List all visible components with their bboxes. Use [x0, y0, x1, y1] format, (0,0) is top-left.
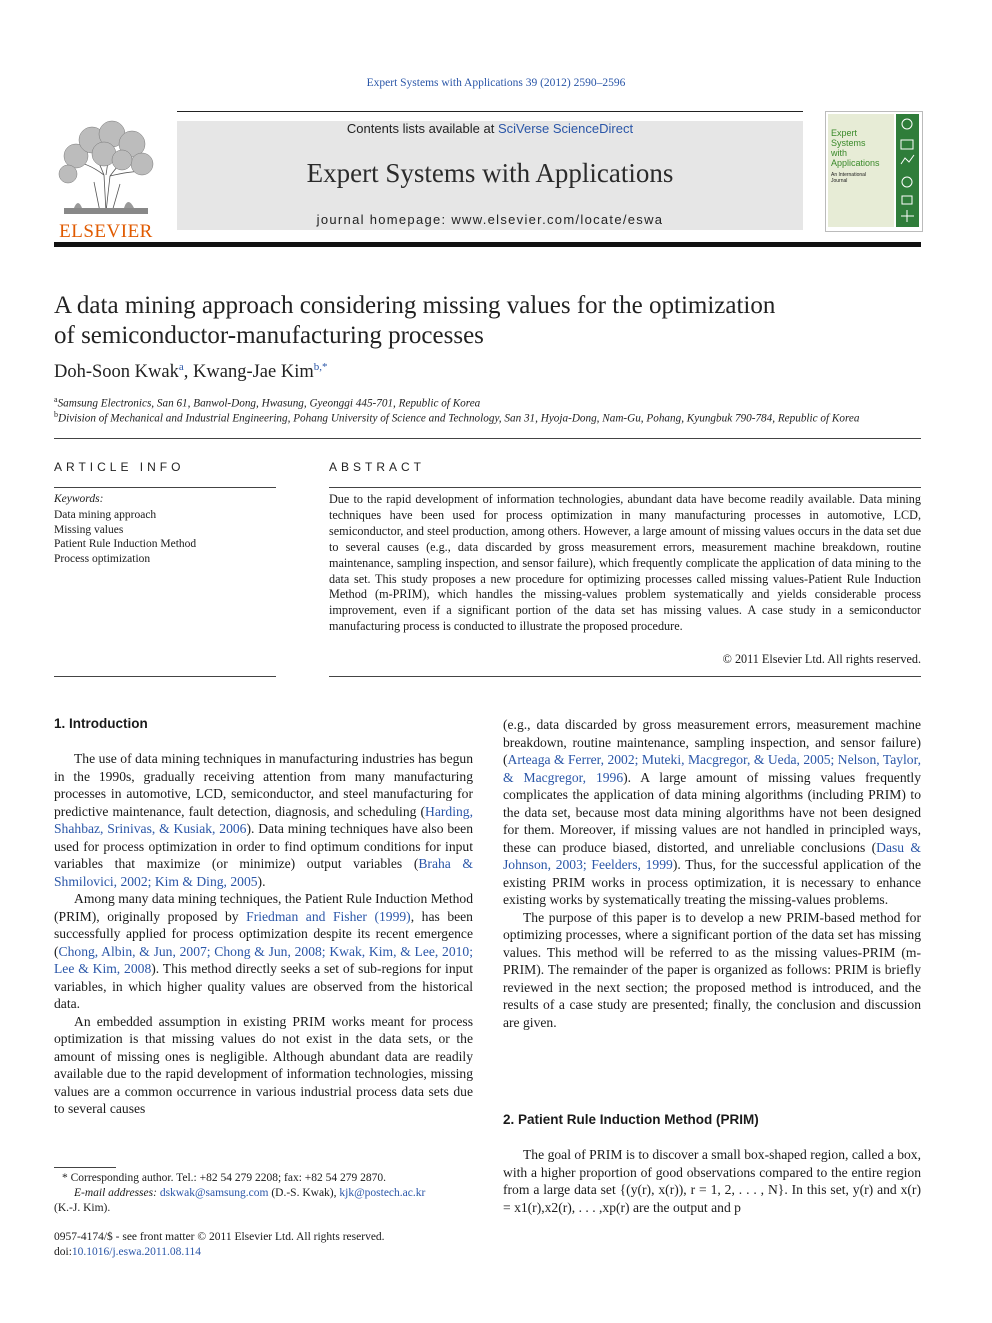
reference-link[interactable]: Braha & Shmilovici, 2002; Kim & Ding, 2005	[54, 856, 473, 889]
text-run: ).	[257, 873, 266, 889]
email1-owner: (D.-S. Kwak),	[271, 1187, 337, 1199]
affiliation-rule	[54, 438, 921, 439]
issn-line: 0957-4174/$ - see front matter © 2011 Elsevier Ltd. All rights reserved.	[54, 1231, 385, 1243]
publisher-name: ELSEVIER	[59, 221, 153, 242]
intro-paragraph-2	[54, 890, 473, 1013]
abstract-text: Due to the rapid development of information technologies, abundant data have become readily available. Data mining techniques have been used for process optimization in many manufacturing processes in automotive, LCD, semiconductor, and steel production, among others. However, a large amount of missing values occurs in the data set due to several causes (e.g., data discarded by gross measurement errors, measurement machine breakdown, routine maintenance, sampling inspection, and sensor failure), which frequently complicate the application of data mining to the data set. This study proposes a new procedure for optimizing processes called missing values-Patient Rule Induction Method (m-PRIM), which handles the missing-values problem systematically and yields considerable process improvement, even if a significant portion of the data set has missing values. A case study in a semiconductor manufacturing process is conducted to illustrate the proposed procedure.	[329, 492, 921, 634]
text-run: Among many data mining techniques, the Patient Rule Induction Method (PRIM), originally proposed by	[54, 891, 473, 924]
article-info-rule	[54, 487, 276, 488]
text-run: ). Thus, for the successful application of the existing PRIM works in process optimization, it is necessary to enhance existing works by systematically treating the missing-values problems.	[503, 857, 921, 907]
author-1: Doh-Soon Kwak	[54, 362, 179, 383]
journal-homepage[interactable]: journal homepage: www.elsevier.com/locate/eswa	[316, 212, 664, 227]
header-top-rule	[177, 111, 803, 112]
text-run: The use of data mining techniques in manufacturing industries has begun in the 1990s, gradually receiving attention from many manufacturing processes in automotive, LCD, semiconductor, and steel manufacturing for predictive maintenance, fault detection, diagnosis, and scheduling (	[54, 751, 473, 819]
affiliation-a-mark: a	[54, 395, 58, 404]
affiliation-a	[54, 395, 480, 410]
section-heading-introduction: 1. Introduction	[54, 716, 148, 731]
affiliation-a-text: Samsung Electronics, San 61, Banwol-Dong, Hwasung, Gyeonggi 445-701, Republic of Korea	[57, 397, 481, 410]
paper-title	[54, 291, 934, 351]
doi-link[interactable]: 10.1016/j.eswa.2011.08.114	[71, 1246, 202, 1258]
author-2: Kwang-Jae Kim	[193, 362, 314, 383]
keyword-item: Missing values	[54, 523, 124, 536]
abstract-rule	[329, 487, 921, 488]
email-note	[54, 1186, 473, 1201]
paper-title-line2: of semiconductor-manufacturing processes	[54, 322, 484, 349]
abstract-copyright: © 2011 Elsevier Ltd. All rights reserved.	[722, 652, 921, 666]
cover-title-line2: Systems	[831, 138, 866, 148]
footnotes	[54, 1171, 473, 1216]
header-thick-rule	[54, 242, 921, 247]
left-column	[54, 750, 473, 1118]
reference-link[interactable]: Friedman and Fisher (1999)	[246, 908, 411, 924]
text-run: (e.g., data discarded by gross measurement errors, measurement machine breakdown, routine maintenance, sampling inspection, and sensor failure) (	[503, 717, 921, 767]
text-run: ). Data mining techniques have also been used for process optimization in order to find optimum conditions for input variables that maximize (or minimize) output variables (	[54, 821, 473, 871]
author-list	[54, 361, 328, 383]
text-run: ). A large amount of missing values frequently complicates the application of data mining algorithms (including PRIM) to the data set, because most data mining algorithms have not been designed for them. Moreover, if missing values are not handled in principled ways, these can produce biased, distorted, and unreliable conclusions (	[503, 769, 921, 855]
sciencedirect-link[interactable]: SciVerse ScienceDirect	[497, 121, 634, 136]
journal-citation[interactable]: Expert Systems with Applications 39 (2012) 2590–2596	[366, 77, 626, 89]
prim-paragraph-1: The goal of PRIM is to discover a small box-shaped region, called a box, with a higher proportion of good observations compared to the entire region from a large data set {(y(r), x(r)), r = 1, 2, . . . , N}. In this set, y(r) and x(r) = x1(r),x2(r), . . . ,xp(r) are the output and p	[503, 1147, 921, 1215]
article-info-bottom-rule	[54, 676, 276, 677]
cover-subtitle-line2: Journal	[831, 178, 848, 184]
affiliation-b-mark: b	[54, 410, 58, 419]
elsevier-logo	[54, 120, 158, 242]
doi-line	[54, 1245, 494, 1260]
paper-title-line1: A data mining approach considering missing values for the optimization	[54, 292, 776, 319]
footnote-rule	[54, 1167, 116, 1168]
reference-link[interactable]: Arteaga & Ferrer, 2002; Muteki, Macgregor, & Ueda, 2005; Nelson, Taylor, & Macgregor, 1996	[503, 752, 921, 785]
contents-prefix: Contents lists available at	[346, 121, 498, 136]
text-run: , has been successfully applied for process optimization despite its recent emergence (	[54, 908, 473, 959]
section-heading-prim: 2. Patient Rule Induction Method (PRIM)	[503, 1112, 759, 1127]
affiliation-b-text: Division of Mechanical and Industrial Engineering, Pohang University of Science and Technology, San 31, Hyoja-Dong, Nam-Gu, Pohang, Kyungbuk 790-784, Republic of Korea	[58, 412, 860, 425]
front-matter	[54, 1230, 494, 1260]
cover-subtitle-line1: An International	[831, 172, 867, 178]
keyword-item: Process optimization	[54, 552, 151, 565]
journal-title: Expert Systems with Applications	[306, 158, 674, 188]
text-run: ). This method directly seeks a set of sub-regions for input variables, in which higher quality values are observed from the historical data.	[54, 961, 473, 1011]
prim-section	[503, 1146, 921, 1216]
contents-line	[177, 121, 803, 136]
keywords-list	[54, 508, 196, 566]
email-label: E-mail addresses:	[74, 1187, 157, 1199]
doi-label: doi:	[54, 1246, 72, 1258]
right-column	[503, 716, 921, 1031]
cover-title-line4: Applications	[831, 158, 880, 168]
abstract-bottom-rule	[329, 676, 921, 677]
cover-title-line1: Expert	[831, 128, 858, 138]
reference-link[interactable]: Chong, Albin, & Jun, 2007; Chong & Jun, 2008; Kwak, Kim, & Lee, 2010; Lee & Kim, 2008	[54, 943, 473, 976]
email2-owner: (K.-J. Kim).	[54, 1202, 111, 1214]
abstract-heading: ABSTRACT	[329, 460, 426, 474]
author-2-affil[interactable]: b,*	[313, 361, 328, 373]
elsevier-tree-icon	[54, 120, 158, 220]
intro-paragraph-4: The purpose of this paper is to develop a new PRIM-based method for optimizing processes, where a significant portion of the data set has missing values. This method will be referred to as the missing values-PRIM (m-PRIM). The remainder of the paper is organized as follows: PRIM is briefly reviewed in the next section; the proposed method is introduced, and the results of a case study are presented; finally, the conclusion and discussion are given.	[503, 909, 921, 1030]
keyword-item: Patient Rule Induction Method	[54, 538, 197, 550]
intro-paragraph-3-continued	[503, 716, 921, 909]
affiliation-b	[54, 410, 859, 425]
journal-cover[interactable]	[825, 111, 923, 232]
article-info-heading: ARTICLE INFO	[54, 460, 185, 474]
reference-link[interactable]: Dasu & Johnson, 2003; Feelders, 1999	[503, 839, 921, 872]
email-link[interactable]: dskwak@samsung.com	[159, 1187, 269, 1199]
author-1-affil[interactable]: a	[178, 361, 184, 373]
intro-paragraph-3: An embedded assumption in existing PRIM works meant for process optimization is that missing values do not exist in the data sets, or the amount of missing ones is negligible. Although abundant data are readily available due to the rapid development of information technologies, missing values are a common occurrence in various industrial process data sets due to several causes	[54, 1013, 473, 1116]
cover-title-line3: with	[831, 148, 848, 158]
author-separator: ,	[183, 362, 194, 383]
email-link[interactable]: kjk@postech.ac.kr	[339, 1187, 426, 1199]
corresponding-author-note: * Corresponding author. Tel.: +82 54 279 2208; fax: +82 54 279 2870.	[62, 1172, 387, 1184]
keyword-item: Data mining approach	[54, 509, 157, 521]
intro-paragraph-1	[54, 750, 473, 890]
reference-link[interactable]: Harding, Shahbaz, Srinivas, & Kusiak, 2006	[54, 803, 473, 836]
keywords-label: Keywords:	[54, 493, 104, 505]
cover-icons-strip	[897, 116, 918, 226]
